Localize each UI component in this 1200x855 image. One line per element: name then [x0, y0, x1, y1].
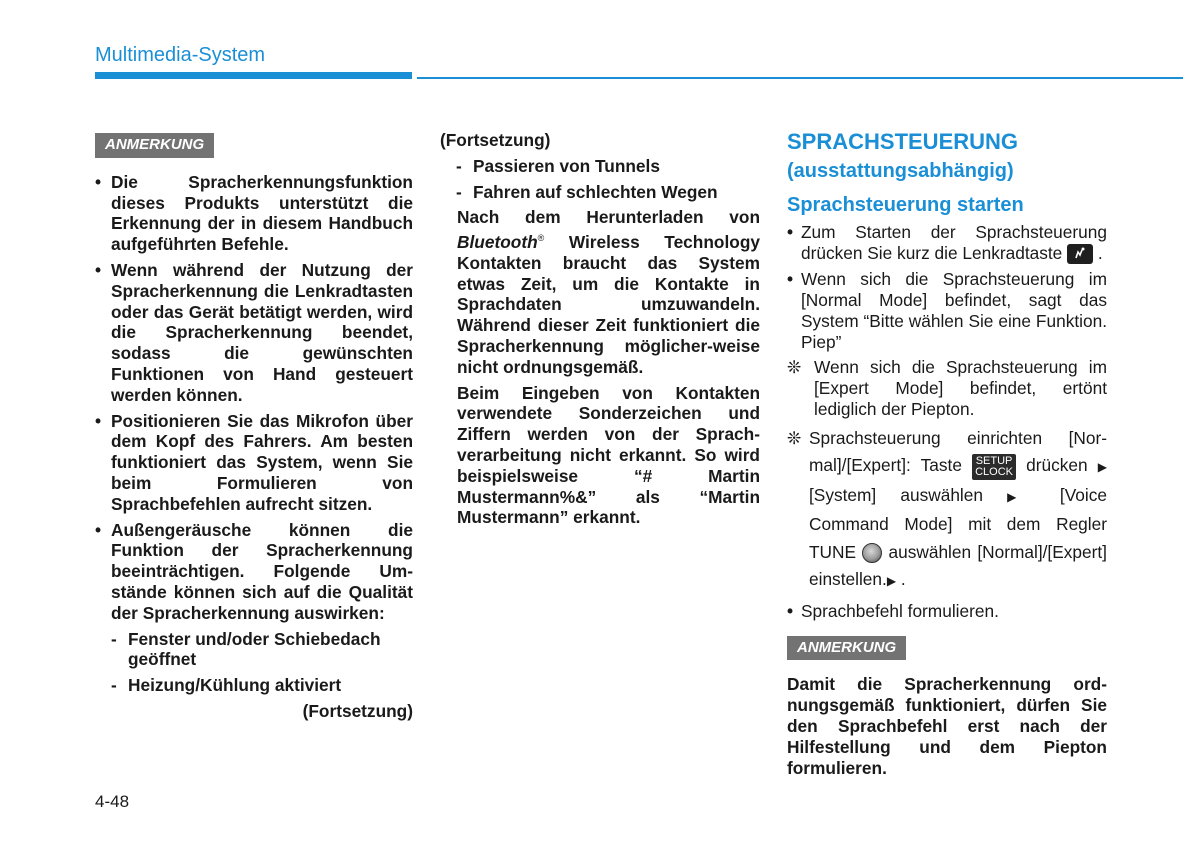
list-item: • Die Spracherkennungsfunktion dieses Produkts unterstützt die Erkennung der in diesem Handbuch aufgeführten Befehle. — [95, 172, 413, 255]
note-bullet-list — [95, 172, 413, 624]
header-bar-thick — [95, 72, 412, 79]
arrow-right-icon: ▶ — [886, 574, 897, 589]
subsection-title: Sprachsteuerung starten — [787, 194, 1024, 216]
continued-label: (Fortsetzung) — [440, 130, 551, 150]
tune-knob-icon — [862, 543, 882, 563]
note-badge: ANMERKUNG — [95, 133, 214, 158]
page-number: 4-48 — [95, 792, 130, 811]
star-symbol: ❊ — [787, 427, 802, 448]
note-badge: ANMERKUNG — [787, 636, 906, 661]
column-right — [787, 128, 1107, 778]
list-item: • Wenn sich die Sprachsteuerung im [Normal Mode] befindet, sagt das System “Bitte wählen Sie eine Funktion. Piep” — [787, 269, 1107, 352]
dash-item: - Heizung/Kühlung aktiviert — [111, 675, 413, 696]
section-subtitle: (ausstattungsabhängig) — [787, 160, 1014, 182]
star-symbol: ❊ — [787, 357, 802, 378]
header-bar-thin — [417, 77, 1183, 79]
section-title: SPRACHSTEUERUNG — [787, 129, 1019, 154]
bluetooth-brand: Bluetooth — [457, 231, 538, 252]
dash-item: - Fenster und/oder Schiebedach geöffnet — [111, 629, 413, 671]
list-item: • Sprachbefehl formulieren. — [787, 601, 1107, 622]
paragraph-bluetooth: Nach dem Herunterladen von Bluetooth® Wireless Technology Kontakten braucht das System etwas Zeit, um die Kontakte in Sprachdaten umzuwandeln. Während dieser Zeit funktioniert die Spracherkennung möglicher-weise nicht ordnungsgemäß. — [457, 207, 760, 377]
instruction-list-2 — [787, 601, 1107, 622]
dash-item: - Fahren auf schlechten Wegen — [456, 182, 760, 203]
note-paragraph: Damit die Spracherkennung ordnungsgemäß funktioniert, dürfen Sie den Sprachbefehl erst nach der Hilfestellung und dem Piepton formulieren. — [787, 674, 1107, 778]
list-item: • Wenn während der Nutzung der Spracherkennung die Lenkradtasten oder das Gerät betätigt werden, wird die Spracherkennung beendet, sodass die gewünschten Funktionen von Hand gesteuert werden können. — [95, 260, 413, 406]
paragraph-special-chars: Beim Eingeben von Kontakten verwendete Sonderzeichen und Ziffern werden von der Sprachverarbeitung nicht erkannt. So wird beispielsweise “# Martin Mustermann%&” als “Martin Mustermann” erkannt. — [457, 382, 760, 528]
list-item: • Zum Starten der Sprachsteuerung drücken Sie kurz die Lenkradtaste . — [787, 222, 1107, 264]
continued-label: (Fortsetzung) — [302, 700, 413, 721]
dash-item: - Passieren von Tunnels — [456, 156, 760, 177]
list-item: • Positionieren Sie das Mikrofon über dem Kopf des Fahrers. Am besten funktioniert das System, wenn Sie beim Formulieren von Sprachbefehlen aufrecht sitzen. — [95, 411, 413, 515]
instruction-list — [787, 222, 1107, 352]
arrow-right-icon: ▶ — [1097, 460, 1107, 475]
star-note: ❊ Wenn sich die Sprachsteuerung im [Expert Mode] befindet, ertönt lediglich der Piepton. — [787, 357, 1107, 420]
column-middle — [440, 130, 760, 533]
setup-clock-key: SETUP CLOCK — [972, 454, 1016, 480]
arrow-right-icon: ▶ — [1007, 489, 1036, 504]
column-left — [95, 133, 413, 722]
list-item: • Außengeräusche können die Funktion der Spracherkennung beeinträchtigen. Folgende Umstände können sich auf die Qualität der Spracherkennung auswirken: — [95, 520, 413, 624]
voice-recognition-key-icon — [1067, 244, 1093, 264]
star-note-setup: ❊ Sprachsteuerung einrichten [Normal]/[Expert]: Taste SETUP CLOCK drücken ▶ [System] auswählen ▶ [Voice Command Mode] mit dem Regler TUNE auswählen [Normal]/[Expert] einstellen.▶ . — [787, 425, 1107, 596]
section-header: Multimedia-System — [95, 44, 266, 66]
